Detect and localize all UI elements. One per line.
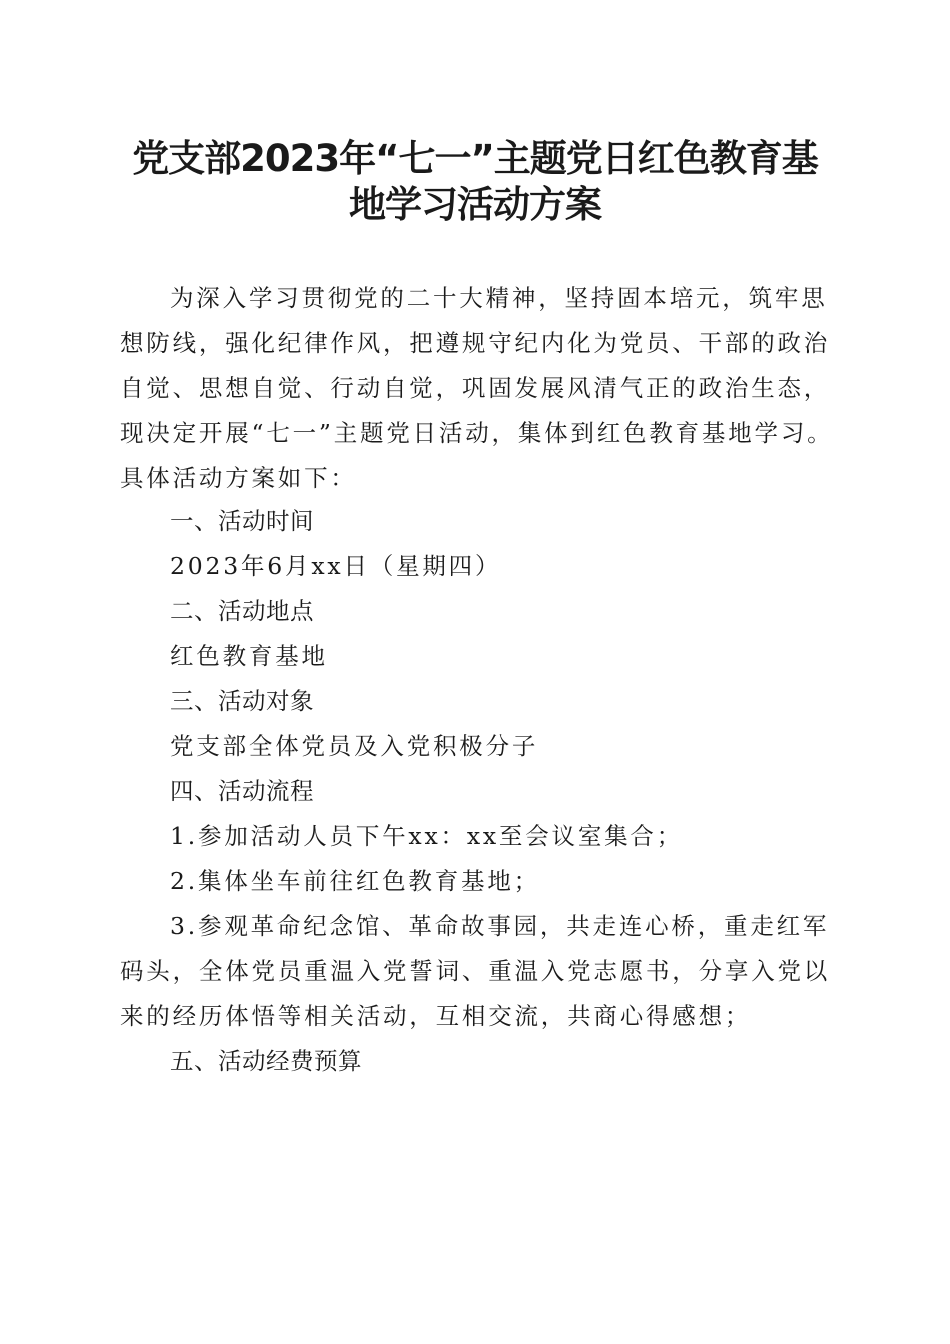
- intro-line-5: 具体活动方案如下：: [120, 464, 357, 492]
- document-title-line-1: 党支部2023年“七一”主题党日红色教育基: [132, 137, 818, 180]
- section-4-step-3-line-2: 码头，全体党员重温入党誓词、重温入党志愿书，分享入党以: [120, 957, 831, 985]
- document-title-line-2: 地学习活动方案: [349, 183, 601, 226]
- section-3-content: 党支部全体党员及入党积极分子: [170, 732, 539, 760]
- intro-line-4: 现决定开展“七一”主题党日活动，集体到红色教育基地学习。: [120, 419, 834, 447]
- section-4-step-3-line-3: 来的经历体悟等相关活动，互相交流，共商心得感想；: [120, 1002, 752, 1030]
- intro-line-2: 想防线，强化纪律作风，把遵规守纪内化为党员、干部的政治: [120, 329, 831, 357]
- section-4-step-3-line-1: 3.参观革命纪念馆、革命故事园，共走连心桥，重走红军: [170, 912, 830, 940]
- section-2-heading: 二、活动地点: [170, 597, 314, 625]
- intro-line-1: 为深入学习贯彻党的二十大精神，坚持固本培元，筑牢思: [170, 284, 828, 312]
- section-1-content: 2023年6月xx日（星期四）: [170, 552, 502, 580]
- section-2-content: 红色教育基地: [170, 642, 328, 670]
- intro-line-3: 自觉、思想自觉、行动自觉，巩固发展风清气正的政治生态，: [120, 374, 831, 402]
- section-5-heading: 五、活动经费预算: [170, 1047, 362, 1075]
- section-3-heading: 三、活动对象: [170, 687, 314, 715]
- section-1-heading: 一、活动时间: [170, 507, 314, 535]
- section-4-step-2: 2.集体坐车前往红色教育基地；: [170, 867, 540, 895]
- section-4-heading: 四、活动流程: [170, 777, 314, 805]
- section-4-step-1: 1.参加活动人员下午xx：xx至会议室集合；: [170, 822, 684, 850]
